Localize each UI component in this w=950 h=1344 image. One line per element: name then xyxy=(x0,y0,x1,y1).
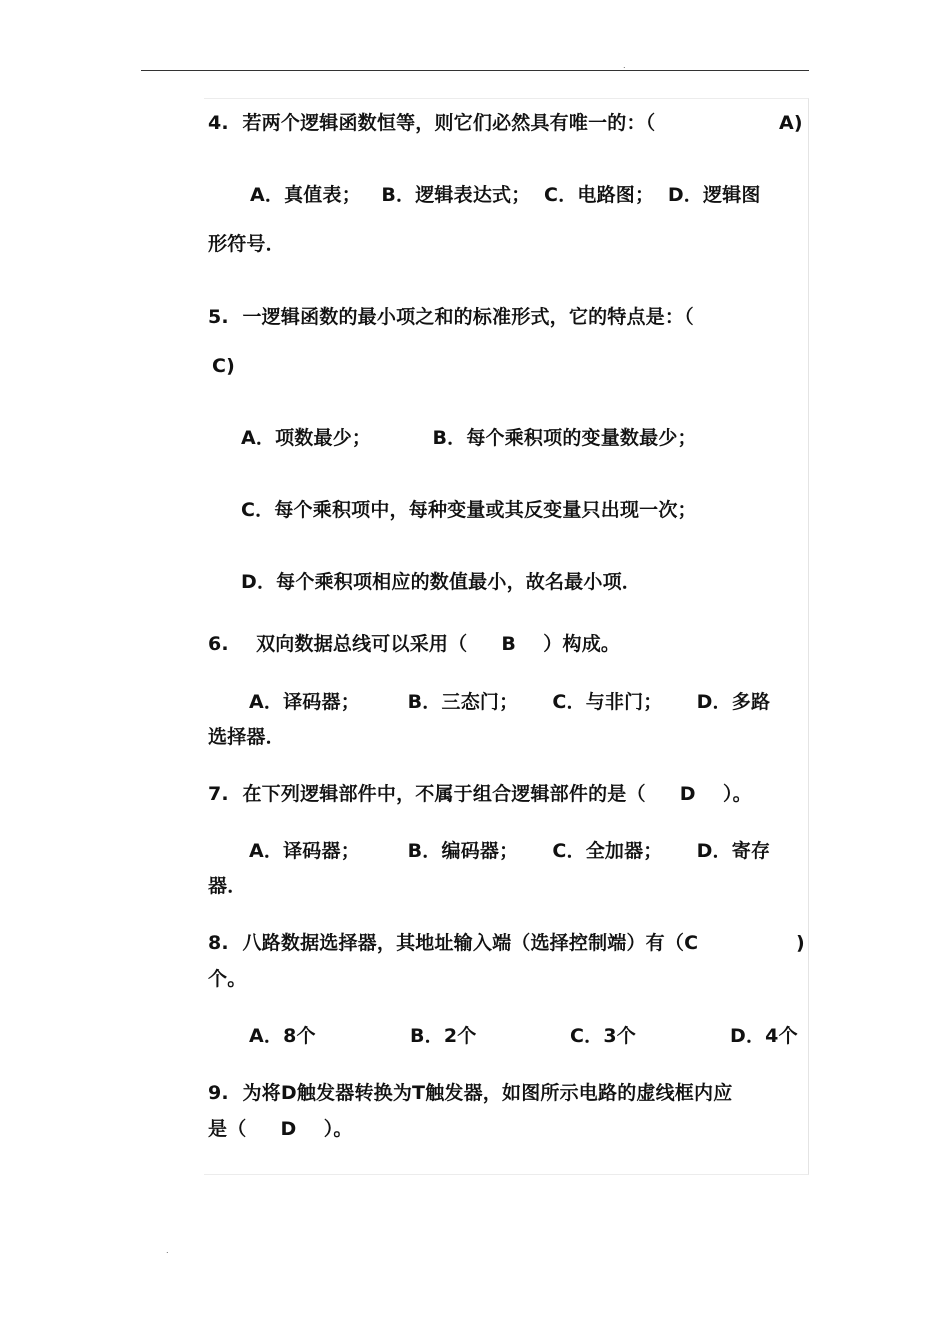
q8-option-a: A．8个 xyxy=(249,1025,316,1047)
q4-options: A．真值表； B．逻辑表达式； C．电路图； D．逻辑图 xyxy=(250,184,761,206)
q4-options-cont: 形符号． xyxy=(208,233,285,255)
header-dot: . xyxy=(623,61,626,70)
footer-dot: . xyxy=(166,1246,169,1255)
q7-stem: 7. 在下列逻辑部件中，不属于组合逻辑部件的是（ D ）。 xyxy=(208,783,752,805)
q5-option-a-b: A．项数最少； B．每个乘积项的变量数最少； xyxy=(241,427,697,449)
q7-options-cont: 器． xyxy=(208,875,247,897)
header-rule xyxy=(141,70,809,71)
q9-stem-cont: 是（ D ）。 xyxy=(208,1118,353,1140)
q8-stem-paren: ) xyxy=(796,932,805,954)
q9-stem: 9. 为将D触发器转换为T触发器，如图所示电路的虚线框内应 xyxy=(208,1082,733,1104)
q8-stem-cont: 个。 xyxy=(208,968,247,990)
q8-option-b: B．2个 xyxy=(410,1025,477,1047)
q5-option-c: C．每个乘积项中，每种变量或其反变量只出现一次； xyxy=(241,499,697,521)
q6-options: A．译码器； B．三态门； C．与非门； D．多路 xyxy=(249,691,771,713)
q6-stem: 6. 双向数据总线可以采用（ B ）构成。 xyxy=(208,633,621,655)
q4-answer: A) xyxy=(779,112,803,134)
q4-stem: 4. 若两个逻辑函数恒等，则它们必然具有唯一的：（ xyxy=(208,112,656,134)
q7-options: A．译码器； B．编码器； C．全加器； D．寄存 xyxy=(249,840,771,862)
q5-option-d: D．每个乘积项相应的数值最小，故名最小项． xyxy=(241,571,641,593)
q8-option-c: C．3个 xyxy=(570,1025,636,1047)
q8-stem: 8. 八路数据选择器，其地址输入端（选择控制端）有（C xyxy=(208,932,699,954)
q6-options-cont: 选择器． xyxy=(208,726,285,748)
q8-option-d: D．4个 xyxy=(730,1025,798,1047)
q5-stem: 5. 一逻辑函数的最小项之和的标准形式，它的特点是：（ xyxy=(208,306,694,328)
q5-answer: C) xyxy=(212,355,236,377)
